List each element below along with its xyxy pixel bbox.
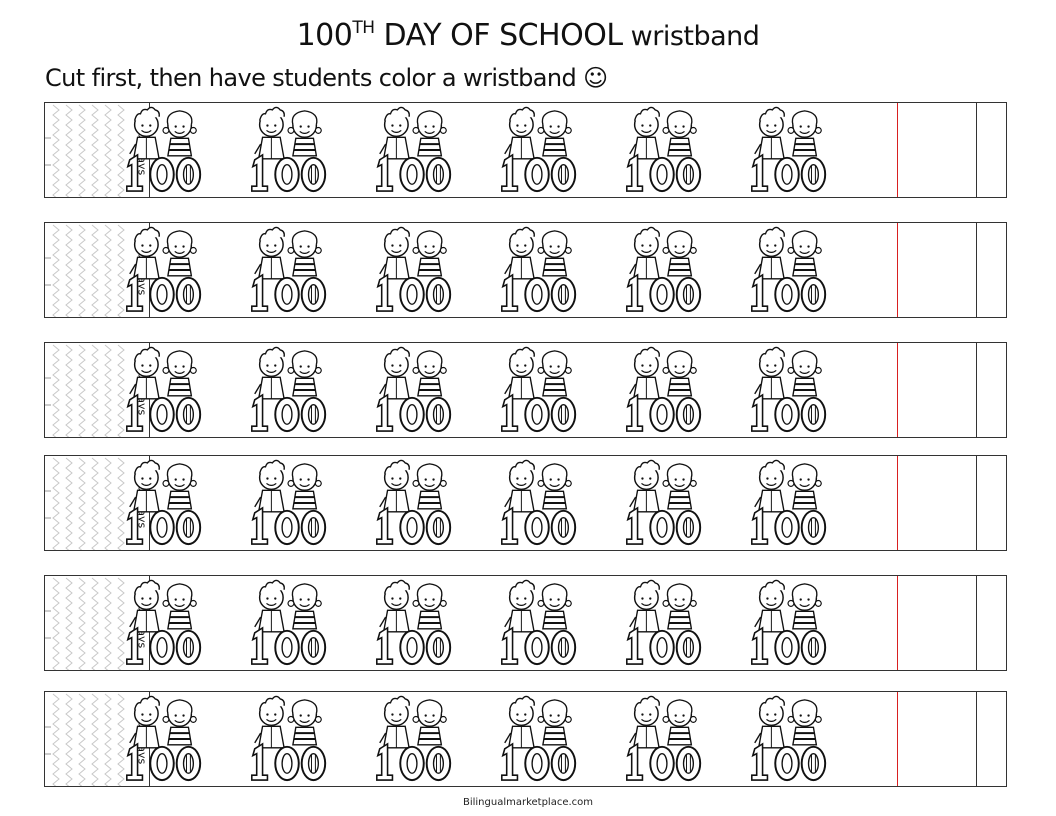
kids-with-100-clipart-icon xyxy=(744,694,832,784)
tab-divider xyxy=(976,343,977,437)
instructions: Cut first, then have students color a wristband ☺ xyxy=(45,64,608,92)
kids-with-100-clipart-icon xyxy=(619,458,707,548)
kids-with-100-clipart-icon xyxy=(119,225,207,315)
kids-with-100-clipart-icon xyxy=(244,458,332,548)
tab-divider xyxy=(976,223,977,317)
fold-line xyxy=(897,576,898,670)
tab-divider xyxy=(976,576,977,670)
kids-with-100-clipart-icon xyxy=(619,105,707,195)
kids-with-100-clipart-icon xyxy=(744,225,832,315)
kids-with-100-clipart-icon xyxy=(244,345,332,435)
wristband-strip xyxy=(44,691,1007,787)
kids-with-100-clipart-icon xyxy=(244,578,332,668)
tab-divider xyxy=(976,692,977,786)
kids-with-100-clipart-icon xyxy=(369,458,457,548)
kids-with-100-clipart-icon xyxy=(494,694,582,784)
kids-with-100-clipart-icon xyxy=(494,105,582,195)
wristband-strip xyxy=(44,342,1007,438)
footer-credit: Bilingualmarketplace.com xyxy=(462,797,594,808)
tab-divider xyxy=(976,103,977,197)
kids-with-100-clipart-icon xyxy=(744,105,832,195)
kids-with-100-clipart-icon xyxy=(244,105,332,195)
kids-with-100-clipart-icon xyxy=(119,578,207,668)
fold-line xyxy=(897,456,898,550)
wristband-strip xyxy=(44,222,1007,318)
kids-with-100-clipart-icon xyxy=(494,578,582,668)
kids-with-100-clipart-icon xyxy=(244,694,332,784)
fold-line xyxy=(897,223,898,317)
kids-with-100-clipart-icon xyxy=(244,225,332,315)
kids-with-100-clipart-icon xyxy=(744,458,832,548)
kids-with-100-clipart-icon xyxy=(369,105,457,195)
kids-with-100-clipart-icon xyxy=(494,345,582,435)
kids-with-100-clipart-icon xyxy=(119,345,207,435)
wristband-strip xyxy=(44,455,1007,551)
kids-with-100-clipart-icon xyxy=(119,458,207,548)
kids-with-100-clipart-icon xyxy=(369,578,457,668)
kids-with-100-clipart-icon xyxy=(619,225,707,315)
fold-line xyxy=(897,343,898,437)
kids-with-100-clipart-icon xyxy=(369,225,457,315)
kids-with-100-clipart-icon xyxy=(369,694,457,784)
fold-line xyxy=(897,103,898,197)
wristband-strip xyxy=(44,102,1007,198)
kids-with-100-clipart-icon xyxy=(619,345,707,435)
wristband-strip xyxy=(44,575,1007,671)
page-title: 100TH DAY OF SCHOOL wristband xyxy=(296,18,760,53)
kids-with-100-clipart-icon xyxy=(119,105,207,195)
kids-with-100-clipart-icon xyxy=(494,458,582,548)
kids-with-100-clipart-icon xyxy=(119,694,207,784)
fold-line xyxy=(897,692,898,786)
kids-with-100-clipart-icon xyxy=(744,578,832,668)
kids-with-100-clipart-icon xyxy=(744,345,832,435)
kids-with-100-clipart-icon xyxy=(494,225,582,315)
tab-divider xyxy=(976,456,977,550)
kids-with-100-clipart-icon xyxy=(369,345,457,435)
kids-with-100-clipart-icon xyxy=(619,694,707,784)
kids-with-100-clipart-icon xyxy=(619,578,707,668)
